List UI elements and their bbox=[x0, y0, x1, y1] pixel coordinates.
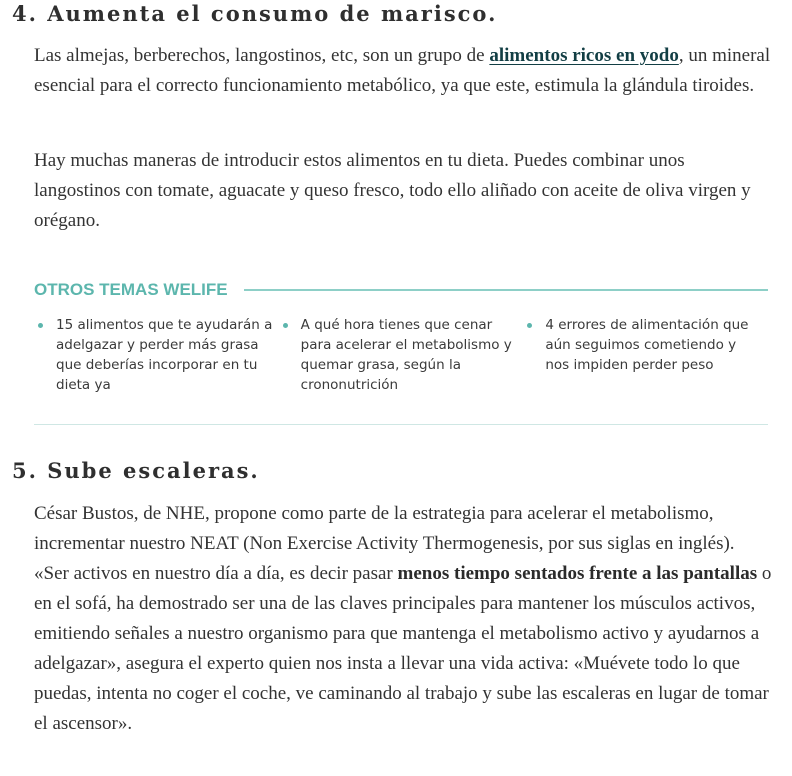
paragraph-text: Las almejas, berberechos, langostinos, etc, son un grupo de bbox=[34, 45, 490, 66]
paragraph-text: o en el sofá, ha demostrado ser una de las claves principales para mantener los músculos activos, emitiendo señales a nuestro organismo para que mantenga el metabolismo activo y ayudarnos a adelgazar», asegura el experto quien nos insta a llevar una vida activa: «Muévete todo lo que puedas, intenta no coger el coche, ve caminando al trabajo y sube las escaleras en lugar de tomar el ascensor». bbox=[34, 563, 772, 734]
section-5-heading: 5. Sube escaleras. bbox=[12, 458, 260, 483]
related-topic-item bbox=[279, 315, 524, 395]
related-topic-item bbox=[523, 315, 768, 395]
related-topics-title: OTROS TEMAS WELIFE bbox=[34, 280, 228, 299]
bullet-icon bbox=[283, 323, 288, 328]
related-topic-item bbox=[34, 315, 279, 395]
paragraph-text: , un mineral esencial para el correcto funcionamiento metabólico, ya que este, estimula la glándula tiroides. bbox=[34, 45, 771, 96]
iodine-foods-link[interactable]: alimentos ricos en yodo bbox=[489, 45, 679, 66]
section-4-paragraph-1 bbox=[34, 41, 774, 101]
related-topics-header bbox=[34, 274, 768, 306]
related-topic-link-2[interactable]: A qué hora tienes que cenar para acelerar el metabolismo y quemar grasa, según la crononutrición bbox=[300, 317, 512, 393]
related-topic-link-3[interactable]: 4 errores de alimentación que aún seguimos cometiendo y nos impiden perder peso bbox=[545, 317, 749, 373]
section-divider bbox=[34, 424, 768, 425]
paragraph-text: César Bustos, de NHE, propone como parte de la estrategia para acelerar el metabolismo, incrementar nuestro NEAT (Non Exercise Activity Thermogenesis, por sus siglas en inglés). «Ser activos en nuestro día a día, es decir pasar bbox=[34, 503, 735, 584]
section-4-heading: 4. Aumenta el consumo de marisco. bbox=[12, 1, 498, 26]
related-topic-link-1[interactable]: 15 alimentos que te ayudarán a adelgazar y perder más grasa que deberías incorporar en tu dieta ya bbox=[56, 317, 273, 393]
related-topics-box bbox=[34, 274, 768, 395]
emphasized-text: menos tiempo sentados frente a las pantallas bbox=[397, 563, 758, 584]
related-topics-rule bbox=[244, 289, 768, 291]
bullet-icon bbox=[38, 323, 43, 328]
section-4-paragraph-2: Hay muchas maneras de introducir estos alimentos en tu dieta. Puedes combinar unos langostinos con tomate, aguacate y queso fresco, todo ello aliñado con aceite de oliva virgen y orégano. bbox=[34, 150, 751, 231]
related-topics-list bbox=[34, 315, 768, 395]
section-5-paragraph bbox=[34, 499, 774, 739]
bullet-icon bbox=[527, 323, 532, 328]
